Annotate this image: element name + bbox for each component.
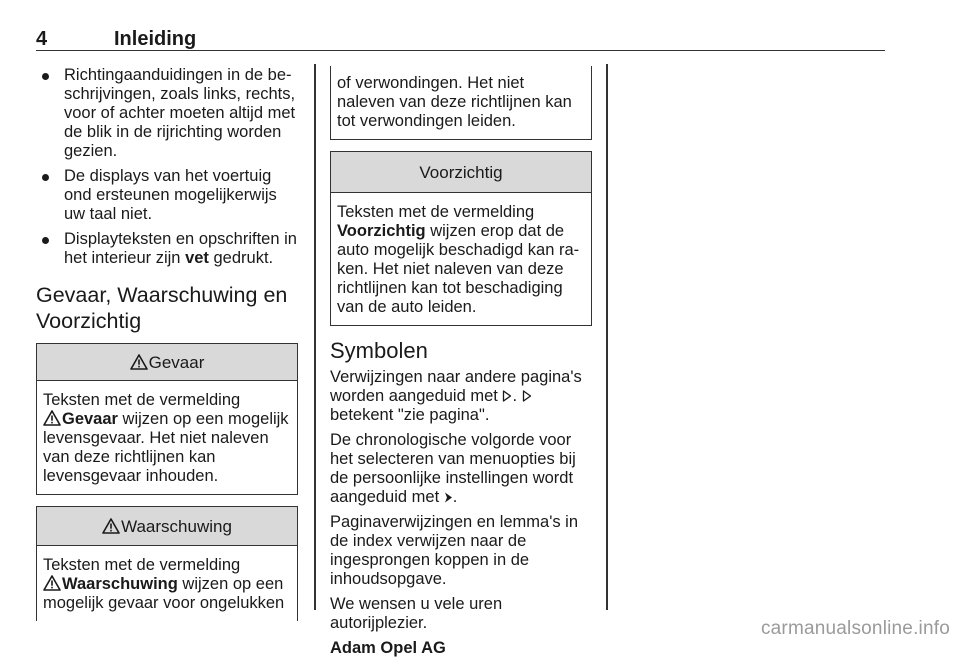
bullet-dot (42, 73, 49, 80)
page-number: 4 (36, 28, 48, 50)
section-title: Inleiding (114, 28, 197, 50)
signature: Adam Opel AG (330, 639, 446, 657)
symbols-paragraph-1: Verwijzingen naar andere pagina's worden aangeduid met . betekent "zie pagina". (330, 368, 582, 424)
list-item: Richtingaanduidingen in de beschrijvingen, zoals links, rechts, voor of achter moeten altijd met de blik in de rijrichting worden gezien. (36, 66, 298, 161)
column-middle (330, 66, 592, 664)
warning-triangle-icon (130, 354, 148, 370)
caution-box-body: Teksten met de vermelding Voorzichtig wijzen erop dat de auto mogelijk beschadigd kan raken. Het niet naleven van deze richtlijnen kan tot beschadiging van de auto leiden. (337, 203, 580, 316)
caution-box-title: Voorzichtig (419, 162, 503, 182)
page-reference-arrow-icon (502, 390, 512, 402)
page-header (36, 28, 885, 51)
danger-box (36, 343, 298, 495)
danger-box-body: Teksten met de vermelding Gevaar wijzen op een mogelijk levensgevaar. Het niet naleven van deze richtlijnen kan levensgevaar inhouden. (43, 391, 289, 485)
warning-box (36, 506, 298, 621)
symbols-heading: Symbolen (330, 338, 428, 363)
warning-box-title: Waarschuwing (121, 516, 232, 536)
column-divider-2 (606, 64, 608, 610)
danger-box-title: Gevaar (148, 352, 205, 372)
symbols-paragraph-3: Paginaverwijzingen en lemma's in de index verwijzen naar de ingesprongen koppen in de inhoudsopgave. (330, 513, 579, 588)
warning-triangle-icon (43, 575, 61, 591)
caution-box-header (331, 152, 591, 193)
menu-step-arrow-icon (444, 492, 453, 503)
danger-box-header (37, 344, 297, 381)
warning-box-body: Teksten met de vermelding Waarschuwing wijzen op een mogelijk gevaar voor ongelukken (43, 556, 285, 612)
watermark: carmanualsonline.info (760, 618, 950, 639)
symbols-paragraph-4: We wensen u vele uren autorijplezier. (330, 595, 503, 632)
bullet-dot (42, 237, 49, 244)
warning-box-continued (330, 66, 592, 140)
heading-warnings: Gevaar, Waarschuwing en Voorzichtig (36, 283, 288, 333)
column-divider-1 (314, 64, 316, 610)
warning-box-header (37, 507, 297, 546)
warning-box-continued-body: of verwondingen. Het niet naleven van deze richtlijnen kan tot verwondingen leiden. (337, 74, 572, 130)
list-item: Displayteksten en opschriften in het interieur zijn vet gedrukt. (36, 230, 298, 268)
bullet-list (36, 66, 298, 268)
warning-triangle-icon (102, 518, 120, 534)
bullet-dot (42, 174, 49, 181)
symbols-paragraph-2: De chronologische volgorde voor het selecteren van menuopties bij de persoonlijke instellingen wordt aangeduid met . (330, 431, 576, 506)
list-item: De displays van het voertuig ond ersteunen mogelijkerwijs uw taal niet. (36, 167, 298, 224)
warning-triangle-icon (43, 410, 61, 426)
caution-box (330, 151, 592, 326)
column-left (36, 66, 298, 621)
page-reference-arrow-icon (522, 390, 532, 402)
